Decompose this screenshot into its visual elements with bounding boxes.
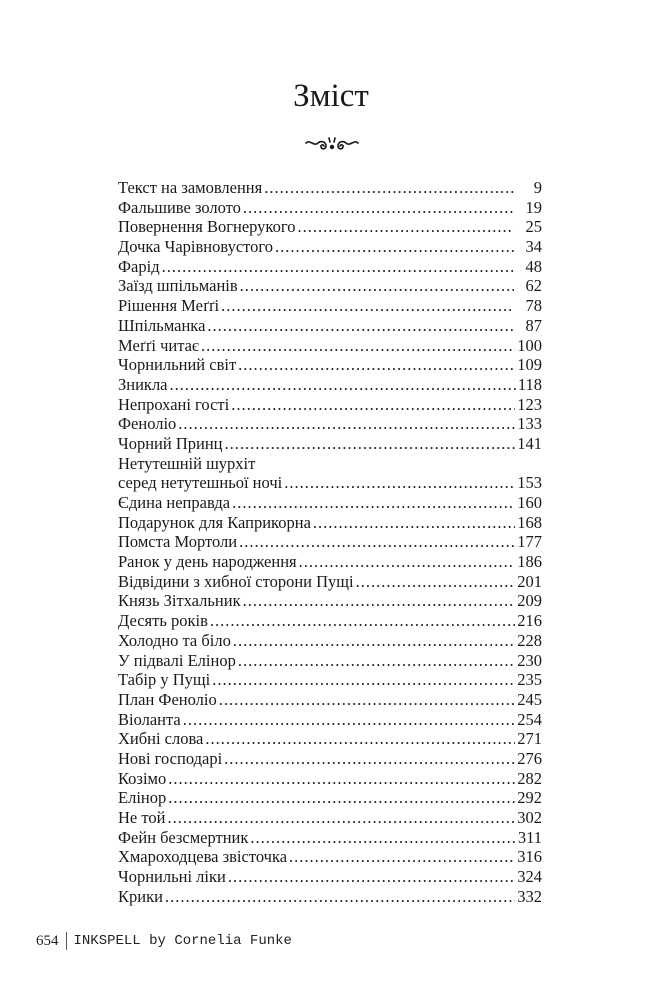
toc-entry[interactable] [118, 847, 542, 867]
toc-entry[interactable] [118, 375, 542, 395]
toc-entry-title: Фейн безсмертник [118, 827, 249, 847]
toc-entry-page: 311 [517, 827, 542, 847]
dot-leader [238, 651, 515, 671]
toc-entry-page: 271 [517, 729, 542, 749]
dot-leader [212, 670, 515, 690]
toc-entry-title: Зникла [118, 374, 168, 394]
toc-entry-title: Текст на замовлення [118, 178, 263, 197]
toc-entry[interactable] [118, 611, 542, 631]
footer-divider [66, 932, 67, 950]
toc-entry-title: Меґґі читає [118, 335, 200, 355]
page-title: Зміст [293, 78, 369, 114]
toc-entry-title: Хибні слова [118, 729, 204, 749]
toc-entry[interactable] [118, 198, 542, 218]
dot-leader [232, 493, 515, 513]
toc-entry[interactable] [118, 631, 542, 651]
toc-entry-page: 133 [517, 414, 542, 434]
toc-entry-title: Заїзд шпільманів [118, 276, 238, 296]
toc-entry[interactable] [118, 572, 542, 592]
toc-entry-page: 292 [517, 788, 542, 808]
toc-entry-page: 177 [517, 532, 542, 552]
toc-entry-page: 153 [517, 473, 542, 493]
dot-leader [284, 473, 515, 493]
toc-entry-title: Непрохані гості [118, 394, 230, 414]
toc-entry[interactable] [118, 296, 542, 316]
toc-entry-page: 118 [517, 374, 542, 394]
toc-entry[interactable] [118, 355, 542, 375]
toc-entry-page: 87 [525, 315, 542, 335]
toc-entry-title: Дочка Чарівновустого [118, 237, 273, 257]
toc-entry-page: 186 [517, 552, 542, 572]
dot-leader [225, 434, 516, 454]
dot-leader [221, 296, 513, 316]
toc-entry-title: Чорнильний світ [118, 355, 237, 375]
toc-entry-page: 316 [517, 847, 542, 867]
toc-entry-title: Фальшиве золото [118, 197, 241, 217]
toc-entry[interactable] [118, 434, 542, 454]
toc-entry-title: Елінор [118, 788, 167, 808]
toc-entry[interactable] [118, 769, 542, 789]
toc-entry[interactable] [118, 395, 542, 415]
toc-entry[interactable] [118, 808, 542, 828]
toc-entry[interactable] [118, 788, 542, 808]
toc-entry-page: 282 [517, 768, 542, 788]
toc-entry-page: 109 [517, 355, 542, 375]
toc-entry-page: 201 [517, 571, 542, 591]
dot-leader [178, 414, 515, 434]
toc-entry-page: 254 [517, 709, 542, 729]
toc-entry[interactable] [118, 513, 542, 533]
toc-entry-page: 230 [517, 650, 542, 670]
dot-leader [238, 355, 515, 375]
toc-entry[interactable] [118, 178, 542, 198]
toc-entry-title: Фарід [118, 256, 160, 276]
dot-leader [228, 867, 515, 887]
toc-entry-title: Ранок у день народження [118, 552, 297, 572]
toc-entry[interactable] [118, 867, 542, 887]
toc-entry[interactable] [118, 670, 542, 690]
dot-leader [205, 729, 515, 749]
toc-entry-title: серед нетутешньої ночі [118, 473, 283, 493]
dot-leader [231, 395, 515, 415]
toc-entry[interactable] [118, 828, 542, 848]
dot-leader [239, 532, 515, 552]
toc-entry-page: 324 [517, 867, 542, 887]
toc-entry-title: План Феноліо [118, 689, 217, 709]
toc-entry-title: Повернення Вогнерукого [118, 217, 296, 237]
toc-entry-page: 34 [525, 237, 542, 257]
dot-leader [250, 828, 515, 848]
toc-entry[interactable] [118, 710, 542, 730]
toc-entry-page: 100 [517, 335, 542, 355]
toc-entry-title: Десять років [118, 611, 208, 631]
dot-leader [289, 847, 515, 867]
toc-entry-title: Нетутешній шурхіт [118, 453, 256, 473]
toc-entry-page: 332 [517, 886, 542, 906]
toc-entry[interactable] [118, 651, 542, 671]
flourish-ornament-icon [304, 134, 360, 154]
toc-entry-title: Подарунок для Каприкорна [118, 512, 311, 532]
page-footer [36, 932, 292, 950]
toc-entry[interactable] [118, 414, 542, 434]
dot-leader [264, 178, 516, 198]
toc-entry-page: 276 [517, 748, 542, 768]
toc-entry-line [118, 454, 542, 474]
dot-leader [240, 276, 514, 296]
toc-entry[interactable] [118, 217, 542, 237]
toc-entry[interactable] [118, 887, 542, 907]
dot-leader [243, 198, 514, 218]
dot-leader [168, 788, 515, 808]
toc-entry[interactable] [118, 493, 542, 513]
toc-entry[interactable] [118, 473, 542, 493]
dot-leader [201, 336, 515, 356]
toc-entry[interactable] [118, 552, 542, 572]
toc-entry-page: 302 [517, 808, 542, 827]
dot-leader [165, 887, 515, 907]
toc-entry[interactable] [118, 316, 542, 336]
toc-entry-page: 245 [517, 689, 542, 709]
dot-leader [170, 375, 516, 395]
toc-entry-title: Нові господарі [118, 748, 223, 768]
toc-entry[interactable] [118, 591, 542, 611]
running-head: INKSPELL by Cornelia Funke [73, 933, 292, 949]
toc-entry-page: 19 [525, 197, 542, 217]
toc-entry-page: 235 [517, 670, 542, 690]
toc-entry[interactable] [118, 237, 542, 257]
toc-entry-title: У підвалі Елінор [118, 650, 236, 670]
dot-leader [168, 769, 515, 789]
toc-entry-title: Хмароходцева звісточка [118, 847, 288, 867]
dot-leader [233, 631, 515, 651]
toc-entry[interactable] [118, 276, 542, 296]
toc-entry-title: Рішення Меґґі [118, 296, 220, 316]
toc-entry-title: Холодно та біло [118, 630, 231, 650]
toc-entry-page: 160 [517, 493, 542, 512]
toc-entry-page: 25 [525, 217, 542, 237]
toc-entry-page: 168 [517, 512, 542, 532]
toc-entry-title: Шпільманка [118, 315, 206, 335]
toc-entry-page: 216 [517, 611, 542, 631]
toc-entry-title: Козімо [118, 768, 167, 788]
toc-entry[interactable] [118, 690, 542, 710]
toc-entry-title: Єдина неправда [118, 493, 231, 512]
toc-entry-page: 78 [525, 296, 542, 316]
dot-leader [356, 572, 516, 592]
toc-entry[interactable] [118, 257, 542, 277]
dot-leader [275, 237, 514, 257]
toc-entry-title: Табір у Пущі [118, 670, 211, 690]
toc-entry-page: 62 [525, 276, 542, 296]
table-of-contents [118, 178, 542, 906]
page-number: 654 [36, 932, 59, 949]
dot-leader [162, 257, 514, 277]
dot-leader [210, 611, 515, 631]
toc-entry-title: Чорнильні ліки [118, 867, 226, 887]
toc-entry-title: Чорний Принц [118, 433, 223, 453]
dot-leader [313, 513, 515, 533]
toc-entry[interactable] [118, 532, 542, 552]
dot-leader [299, 552, 516, 572]
toc-entry-page: 228 [517, 630, 542, 650]
toc-entry-page: 141 [517, 433, 542, 453]
toc-entry-title: Віоланта [118, 709, 181, 729]
dot-leader [243, 591, 516, 611]
toc-entry[interactable] [118, 729, 542, 749]
toc-entry-title: Відвідини з хибної сторони Пущі [118, 571, 354, 591]
toc-entry-page: 209 [517, 591, 542, 611]
toc-entry-page: 123 [517, 394, 542, 414]
dot-leader [167, 808, 515, 828]
toc-entry-title: Помста Мортоли [118, 532, 238, 552]
toc-entry-page: 9 [533, 178, 542, 197]
toc-entry-title: Князь Зітхальник [118, 591, 241, 611]
toc-entry-title: Не той [118, 808, 166, 827]
toc-entry[interactable] [118, 336, 542, 356]
dot-leader [207, 316, 513, 336]
toc-entry-title: Феноліо [118, 414, 177, 434]
dot-leader [297, 217, 513, 237]
dot-leader [183, 710, 516, 730]
toc-entry[interactable] [118, 749, 542, 769]
dot-leader [224, 749, 515, 769]
dot-leader [219, 690, 516, 710]
toc-entry-page: 48 [525, 256, 542, 276]
toc-entry-title: Крики [118, 886, 163, 906]
